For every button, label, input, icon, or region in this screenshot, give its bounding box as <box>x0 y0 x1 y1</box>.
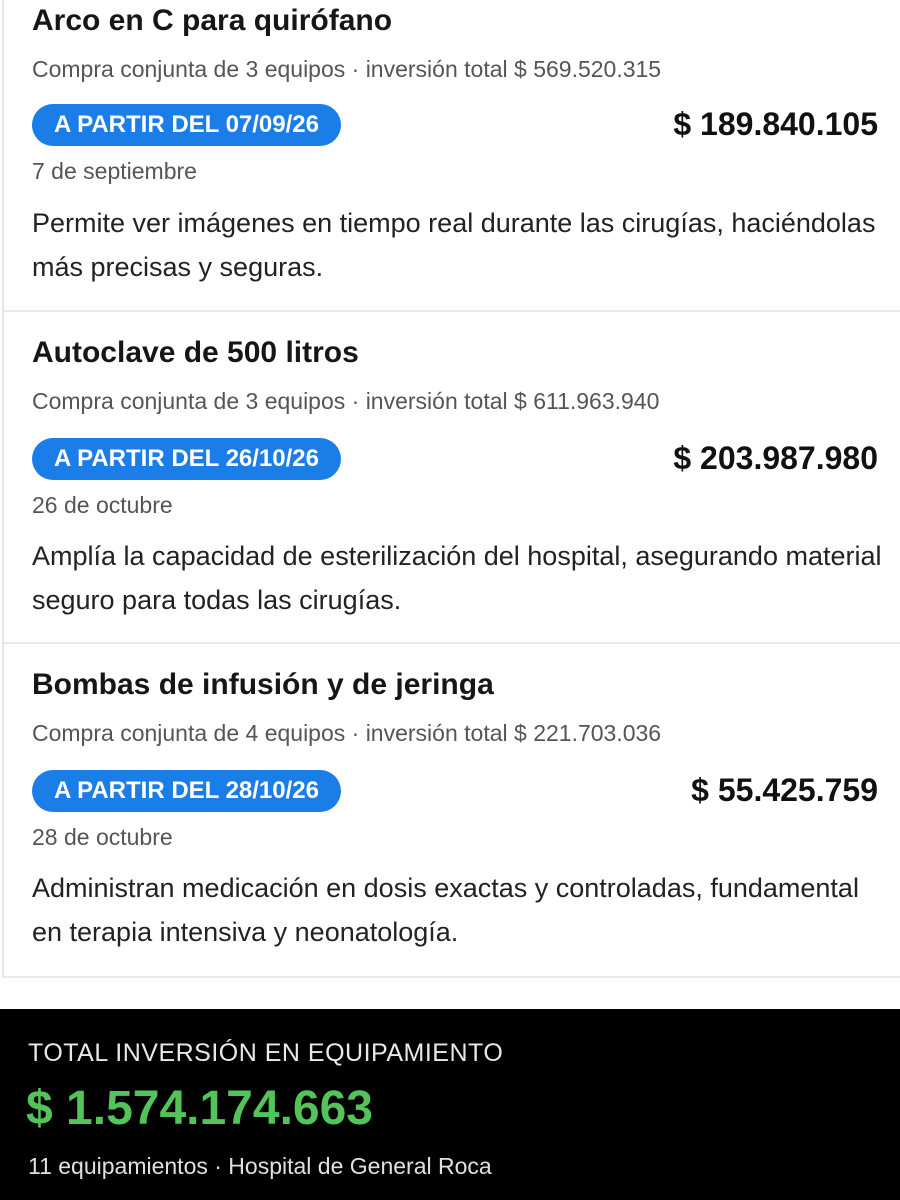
total-amount: $ 1.574.174.663 <box>26 1082 373 1135</box>
meta-total-amount: $ 569.520.315 <box>514 56 662 82</box>
total-label: TOTAL INVERSIÓN EN EQUIPAMIENTO <box>28 1039 504 1067</box>
equipment-date: 26 de octubre <box>32 492 173 518</box>
equipment-date: 28 de octubre <box>32 824 173 850</box>
equipment-description: Permite ver imágenes en tiempo real durante las cirugías, haciéndolas más precisas y seguras. <box>32 208 876 282</box>
equipment-meta <box>32 388 659 415</box>
start-date-badge: A PARTIR DEL 28/10/26 <box>32 770 341 812</box>
total-subtitle: 11 equipamientos · Hospital de General Roca <box>28 1153 492 1179</box>
equipment-price: $ 55.425.759 <box>691 772 878 808</box>
equipment-price: $ 203.987.980 <box>673 440 878 476</box>
equipment-card <box>2 0 900 312</box>
equipment-meta <box>32 56 661 83</box>
meta-prefix: Compra conjunta de 3 equipos · inversión total <box>32 388 515 414</box>
equipment-description: Administran medicación en dosis exactas y controladas, fundamental en terapia intensiva y neonatología. <box>32 873 859 947</box>
equipment-meta <box>32 720 661 747</box>
equipment-title: Autoclave de 500 litros <box>32 336 359 369</box>
equipment-title: Bombas de infusión y de jeringa <box>32 668 494 701</box>
equipment-price: $ 189.840.105 <box>673 106 878 142</box>
equipment-card <box>2 644 900 978</box>
meta-prefix: Compra conjunta de 4 equipos · inversión total <box>32 720 515 746</box>
meta-prefix: Compra conjunta de 3 equipos · inversión total <box>32 56 515 82</box>
start-date-badge: A PARTIR DEL 26/10/26 <box>32 438 341 480</box>
start-date-badge: A PARTIR DEL 07/09/26 <box>32 104 341 146</box>
total-investment-panel <box>0 1009 900 1200</box>
equipment-description: Amplía la capacidad de esterilización del hospital, asegurando material seguro para todas las cirugías. <box>32 541 882 615</box>
meta-total-amount: $ 221.703.036 <box>514 720 662 746</box>
equipment-card <box>2 312 900 644</box>
equipment-date: 7 de septiembre <box>32 158 197 184</box>
equipment-title: Arco en C para quirófano <box>32 4 393 37</box>
meta-total-amount: $ 611.963.940 <box>514 388 660 414</box>
